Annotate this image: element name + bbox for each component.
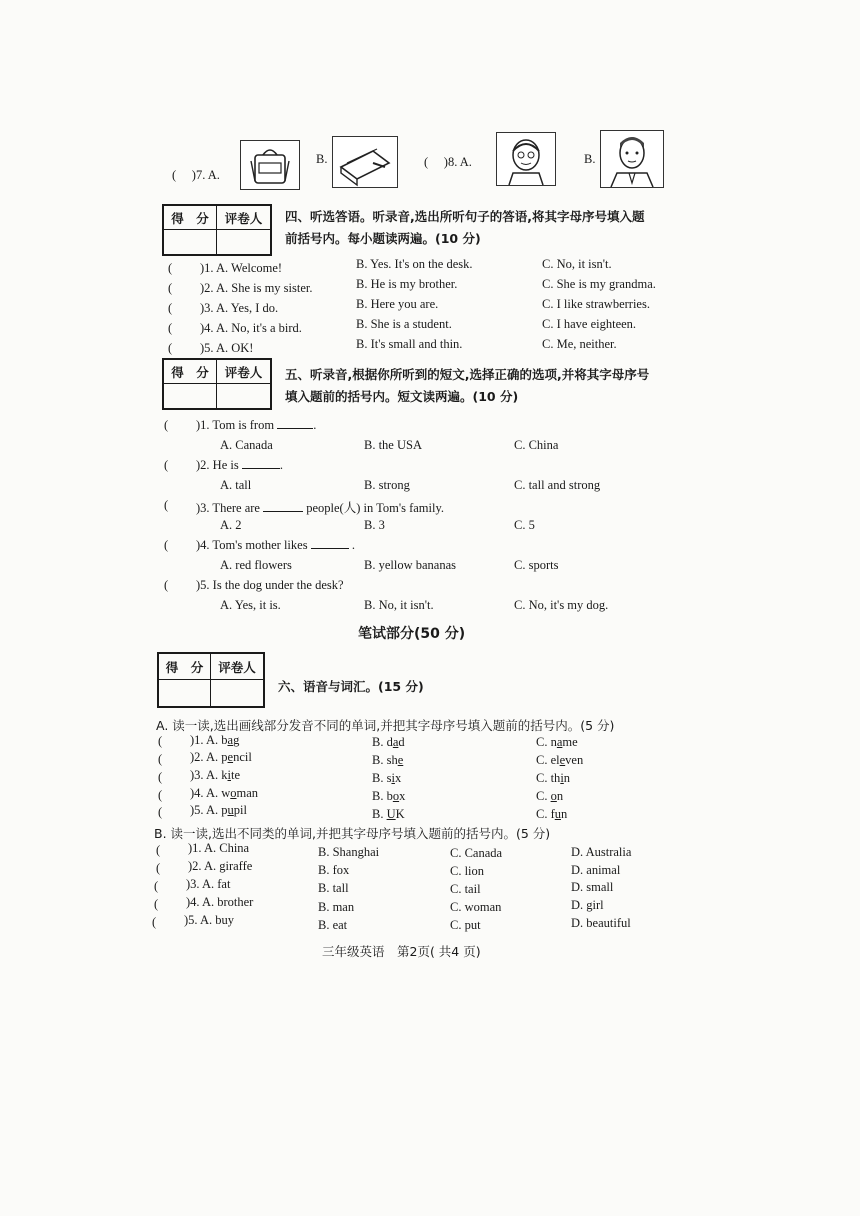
b-q3-c: C. tail (450, 882, 481, 896)
a-q3: )3. A. kite (190, 768, 241, 782)
s5-q2-c: C. tall and strong (514, 478, 601, 492)
q8-label: ( )8. A. (424, 155, 472, 169)
written-part-heading: 笔试部分(50 分) (358, 626, 466, 642)
a-q4: )4. A. woman (190, 786, 259, 800)
s4-q4: )4. A. No, it's a bird. (200, 321, 302, 335)
score-box-6 (157, 652, 265, 708)
b-q3: )3. A. fat (186, 877, 231, 891)
score-label: 得 分 (159, 654, 211, 680)
s4-q1: )1. A. Welcome! (200, 261, 283, 275)
a-q5: )5. A. pupil (190, 803, 247, 817)
s4-q5-b: B. It's small and thin. (356, 337, 463, 351)
a-q1-c: C. name (536, 735, 578, 749)
q8-option-b: B. (584, 152, 596, 166)
a-q3-b: B. six (372, 771, 402, 785)
s4-q2-c: C. She is my grandma. (542, 277, 656, 291)
s5-q4-c: C. sports (514, 558, 559, 572)
score-cell[interactable] (164, 384, 217, 408)
b-q5-c: C. put (450, 918, 481, 932)
s4-q1-b: B. Yes. It's on the desk. (356, 257, 473, 271)
part-a-instructions: A. 读一读,选出画线部分发音不同的单词,并把其字母序号填入题前的括号内。(5 分) (156, 718, 615, 733)
b-q2: )2. A. giraffe (188, 859, 253, 873)
b-q4-c: C. woman (450, 900, 502, 914)
a-q2: )2. A. pencil (190, 750, 252, 764)
grader-label: 评卷人 (217, 206, 270, 230)
s4-q4-b: B. She is a student. (356, 317, 452, 331)
b-q2-b: B. fox (318, 863, 350, 877)
s5-q5-a: A. Yes, it is. (220, 598, 281, 612)
b-q3-b: B. tall (318, 881, 349, 895)
a-q2-b: B. she (372, 753, 404, 767)
b-q2-c: C. lion (450, 864, 485, 878)
section6-title: 六、语音与词汇。(15 分) (278, 679, 424, 694)
grader-cell[interactable] (217, 230, 270, 254)
score-box-5 (162, 358, 272, 410)
score-label: 得 分 (164, 206, 217, 230)
young-man-face-icon (600, 130, 664, 188)
school-bag-icon (240, 140, 300, 190)
s4-q1-c: C. No, it isn't. (542, 257, 612, 271)
a-q5-c: C. fun (536, 807, 568, 821)
a-q1-b: B. dad (372, 735, 405, 749)
s5-q3-b: B. 3 (364, 518, 385, 532)
a-q3-c: C. thin (536, 771, 571, 785)
s4-q5-c: C. Me, neither. (542, 337, 617, 351)
s5-q3-c: C. 5 (514, 518, 535, 532)
b-q1-c: C. Canada (450, 846, 503, 860)
s4-q2-b: B. He is my brother. (356, 277, 458, 291)
page-footer: 三年级英语 第2页( 共4 页) (322, 944, 481, 959)
a-q4-c: C. on (536, 789, 564, 803)
s5-q4-b: B. yellow bananas (364, 558, 456, 572)
section4-title: 四、听选答语。听录音,选出所听句子的答语,将其字母序号填入题 前括号内。每小题读两遍。(10 分) (285, 209, 645, 246)
s5-q3-a: A. 2 (220, 518, 242, 532)
grandpa-face-icon (496, 132, 556, 186)
s5-q1: )1. Tom is from . (196, 418, 317, 432)
grader-label: 评卷人 (211, 654, 263, 680)
pencil-case-icon (332, 136, 398, 188)
score-label: 得 分 (164, 360, 217, 384)
a-q4-b: B. box (372, 789, 406, 803)
section5-title: 五、听录音,根据你所听到的短文,选择正确的选项,并将其字母序号 填入题前的括号内。短文读两遍。(10 分) (285, 367, 650, 404)
s5-q2-a: A. tall (220, 478, 252, 492)
b-q5: )5. A. buy (184, 913, 234, 927)
s5-q1-a: A. Canada (220, 438, 273, 452)
a-q2-c: C. eleven (536, 753, 584, 767)
s5-q5-b: B. No, it isn't. (364, 598, 434, 612)
a-q5-b: B. UK (372, 807, 405, 821)
b-q4-b: B. man (318, 900, 355, 914)
s5-q2-b: B. strong (364, 478, 410, 492)
s4-q4-c: C. I have eighteen. (542, 317, 637, 331)
b-q4-d: D. girl (571, 898, 604, 912)
b-q5-b: B. eat (318, 918, 348, 932)
score-box-4 (162, 204, 272, 256)
b-q2-d: D. animal (571, 863, 621, 877)
b-q1-d: D. Australia (571, 845, 632, 859)
part-b-instructions: B. 读一读,选出不同类的单词,并把其字母序号填入题前的括号内。(5 分) (154, 826, 551, 841)
score-cell[interactable] (164, 230, 217, 254)
s4-q3-c: C. I like strawberries. (542, 297, 650, 311)
s4-q2: )2. A. She is my sister. (200, 281, 313, 295)
s5-q3: )3. There are people(人) in Tom's family. (196, 501, 445, 515)
b-q4: )4. A. brother (186, 895, 254, 909)
b-q5-d: D. beautiful (571, 916, 631, 930)
a-q1: )1. A. bag (190, 733, 240, 747)
s5-q4: )4. Tom's mother likes . (196, 538, 355, 552)
grader-cell[interactable] (217, 384, 270, 408)
b-q1-b: B. Shanghai (318, 845, 380, 859)
s4-q3: )3. A. Yes, I do. (200, 301, 279, 315)
s4-q3-b: B. Here you are. (356, 297, 439, 311)
grader-cell[interactable] (211, 680, 263, 706)
q7-option-b: B. (316, 152, 328, 166)
grader-label: 评卷人 (217, 360, 270, 384)
s5-q1-c: C. China (514, 438, 559, 452)
q7-label: ( )7. A. (172, 168, 220, 182)
b-q3-d: D. small (571, 880, 614, 894)
s5-q5: )5. Is the dog under the desk? (196, 578, 344, 592)
s5-q5-c: C. No, it's my dog. (514, 598, 609, 612)
b-q1: )1. A. China (188, 841, 250, 855)
s5-q4-a: A. red flowers (220, 558, 292, 572)
s5-q1-b: B. the USA (364, 438, 422, 452)
s5-q2: )2. He is . (196, 458, 283, 472)
s4-q5: )5. A. OK! (200, 341, 254, 355)
score-cell[interactable] (159, 680, 211, 706)
